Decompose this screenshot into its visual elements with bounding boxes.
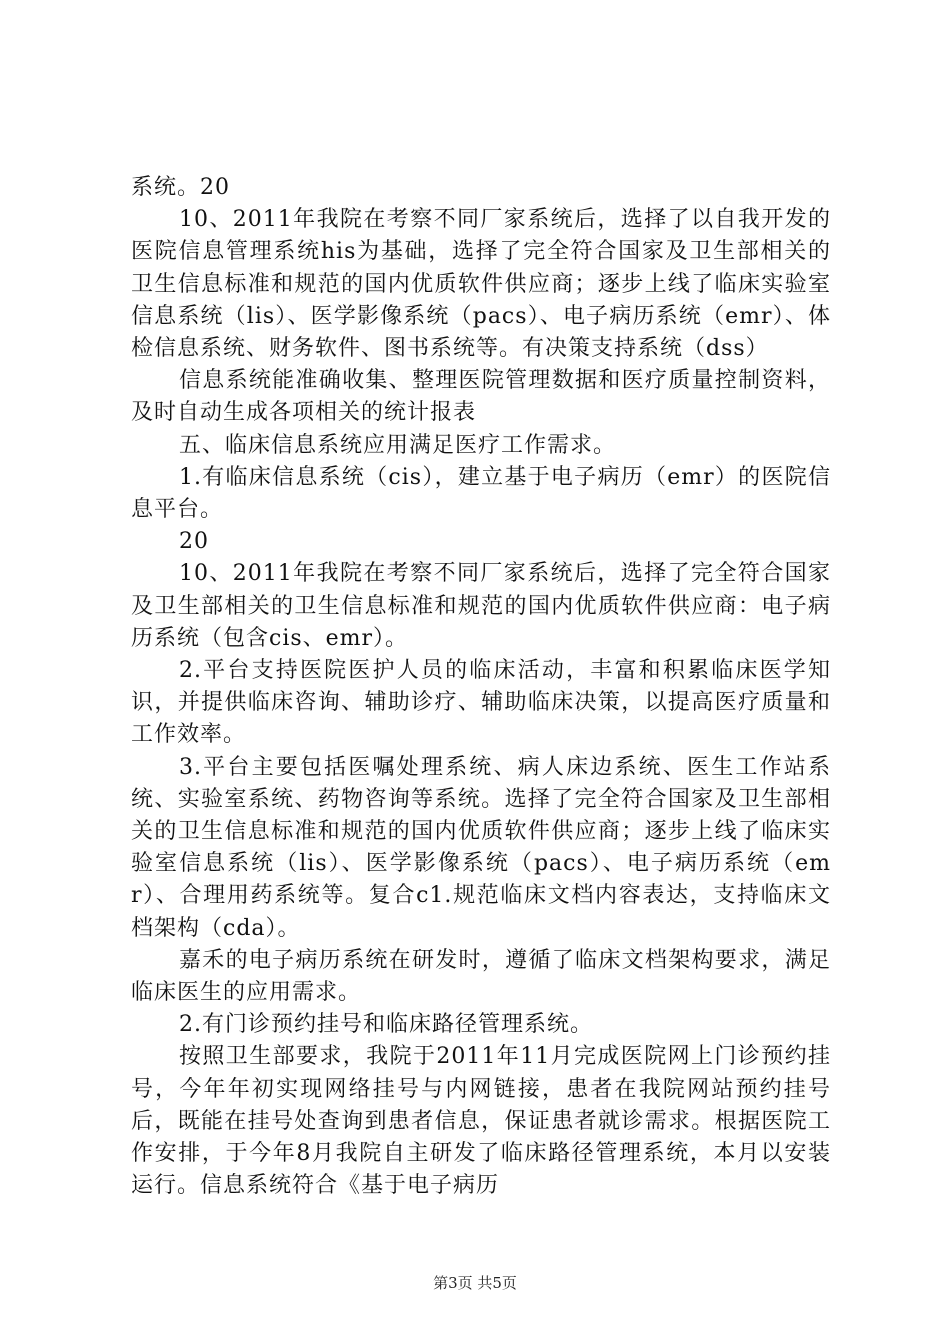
page-number-footer: 第3页 共5页 (433, 1274, 517, 1292)
paragraph-5: 1.有临床信息系统（cis），建立基于电子病历（emr）的医院信息平台。 (131, 464, 831, 523)
paragraph-7: 10、2011年我院在考察不同厂家系统后，选择了完全符合国家及卫生部相关的卫生信息标准和规范的国内优质软件供应商：电子病历系统（包含cis、emr）。 (131, 561, 831, 651)
document-body (131, 172, 831, 1203)
paragraph-2: 10、2011年我院在考察不同厂家系统后，选择了以自我开发的医院信息管理系统his为基础，选择了完全符合国家及卫生部相关的卫生信息标准和规范的国内优质软件供应商；逐步上线了临床实验室信息系统（lis）、医学影像系统（pacs）、电子病历系统（emr）、体检信息系统、财务软件、图书系统等。有决策支持系统（dss） (131, 207, 831, 362)
paragraph-6: 20 (179, 529, 209, 555)
paragraph-3: 信息系统能准确收集、整理医院管理数据和医疗质量控制资料，及时自动生成各项相关的统计报表 (131, 368, 831, 426)
section-heading-5: 五、临床信息系统应用满足医疗工作需求。 (179, 432, 617, 458)
paragraph-11: 2.有门诊预约挂号和临床路径管理系统。 (179, 1012, 593, 1038)
paragraph-1: 系统。20 (131, 175, 230, 200)
paragraph-8: 2.平台支持医院医护人员的临床活动，丰富和积累临床医学知识，并提供临床咨询、辅助诊疗、辅助临床决策，以提高医疗质量和工作效率。 (131, 658, 831, 748)
paragraph-12: 按照卫生部要求，我院于2011年11月完成医院网上门诊预约挂号，今年年初实现网络挂号与内网链接，患者在我院网站预约挂号后，既能在挂号处查询到患者信息，保证患者就诊需求。根据医院工作安排，于今年8月我院自主研发了临床路径管理系统，本月以安装运行。信息系统符合《基于电子病历 (131, 1044, 831, 1199)
paragraph-10: 嘉禾的电子病历系统在研发时，遵循了临床文档架构要求，满足临床医生的应用需求。 (131, 947, 831, 1006)
paragraph-9: 3.平台主要包括医嘱处理系统、病人床边系统、医生工作站系统、实验室系统、药物咨询等系统。选择了完全符合国家及卫生部相关的卫生信息标准和规范的国内优质软件供应商；逐步上线了临床实验室信息系统（lis）、医学影像系统（pacs）、电子病历系统（emr）、合理用药系统等。复合c1.规范临床文档内容表达，支持临床文档架构（cda）。 (131, 754, 831, 941)
